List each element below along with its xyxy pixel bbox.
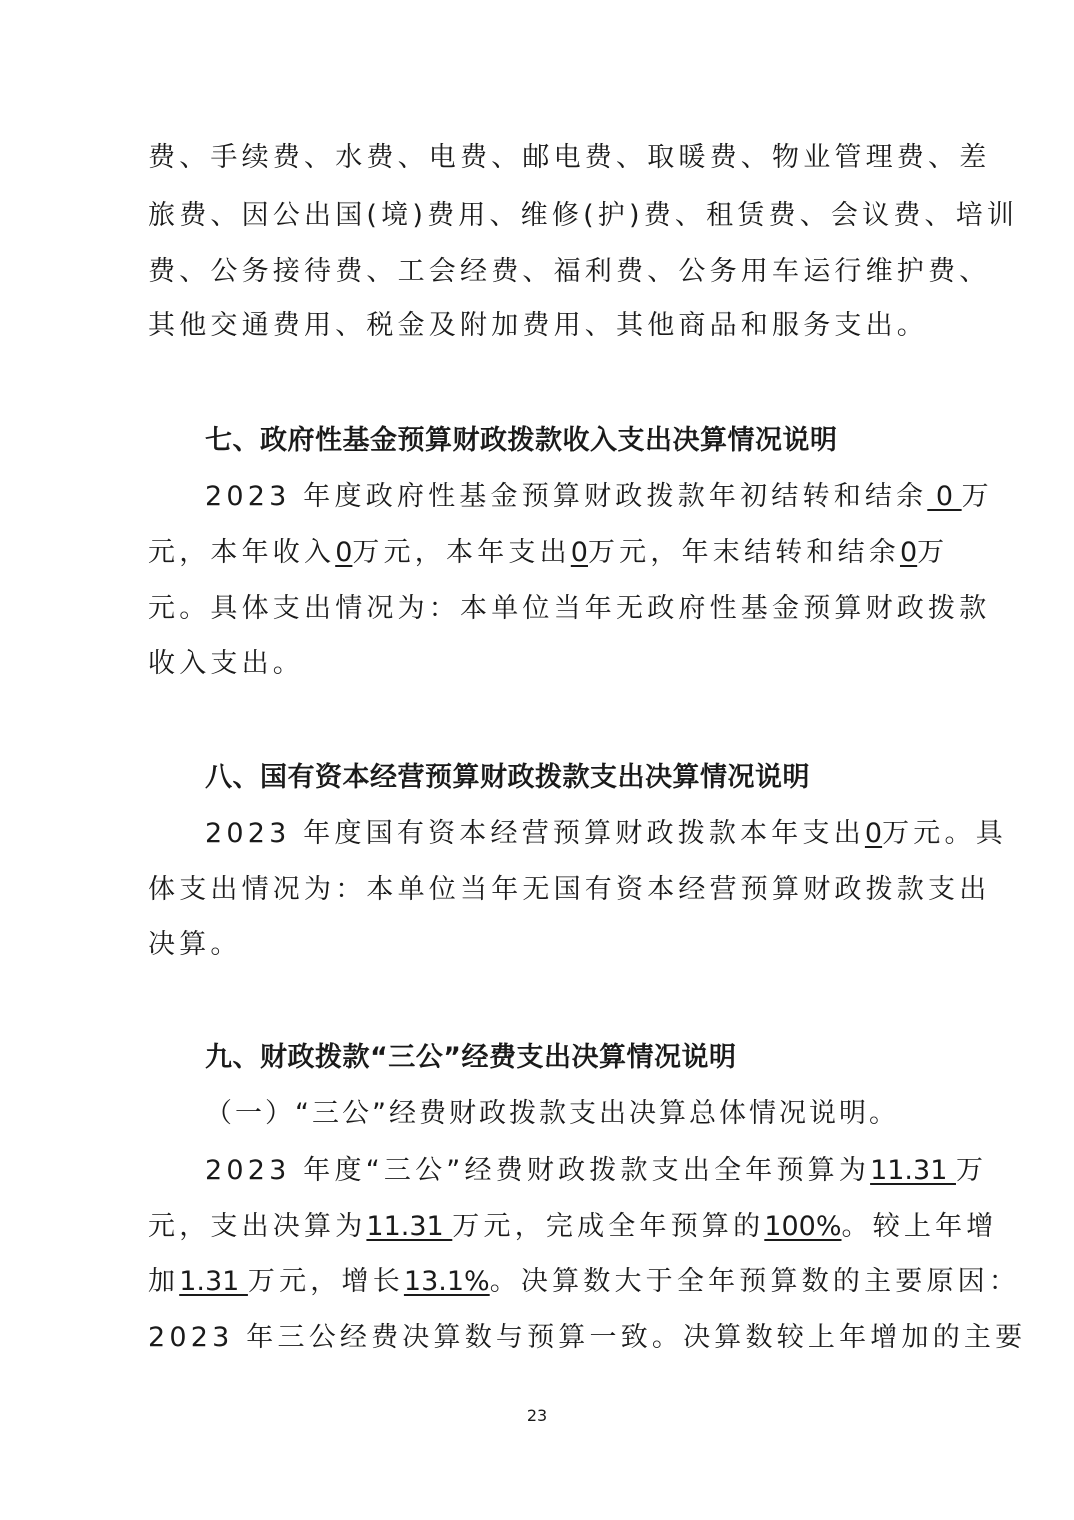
text: 元，支出决算为	[148, 1211, 367, 1242]
text: 万元。具	[882, 818, 1007, 849]
section-9-line-4: 2023 年三公经费决算数与预算一致。决算数较上年增加的主要	[148, 1322, 1027, 1353]
section-7-line-3: 元。具体支出情况为：本单位当年无政府性基金预算财政拨款	[148, 593, 991, 624]
value-final-accounts: 11.31	[366, 1211, 453, 1242]
section-9-line-3	[148, 1262, 1021, 1302]
text: 2023 年度国有资本经营预算财政拨款本年支出	[205, 818, 865, 849]
text: 万	[917, 537, 949, 568]
value-growth-rate: 13.1%	[403, 1266, 490, 1297]
text: 万	[955, 1155, 988, 1186]
section-7-line-2	[148, 533, 949, 573]
value-completion-rate: 100%	[764, 1211, 842, 1242]
text: 元，本年收入	[148, 537, 336, 568]
section-9-line-2	[148, 1207, 998, 1247]
value-increase-amount: 1.31	[179, 1266, 248, 1297]
value-balance-begin: 0	[927, 481, 962, 512]
section-8-line-3: 决算。	[148, 929, 242, 960]
intro-line-2: 旅费、因公出国(境)费用、维修(护)费、租赁费、会议费、培训	[148, 200, 1019, 231]
intro-line-3: 费、公务接待费、工会经费、福利费、公务用车运行维护费、	[148, 256, 991, 287]
text: 。决算数大于全年预算数的主要原因：	[489, 1266, 1021, 1297]
text: 万元，增长	[247, 1266, 404, 1297]
value-income: 0	[335, 537, 353, 568]
section-7-line-1	[205, 477, 993, 517]
text: 万元，年末结转和结余	[587, 537, 900, 568]
section-9-line-1	[205, 1151, 988, 1191]
value-full-year-budget: 11.31	[870, 1155, 956, 1186]
text: 2023 年度政府性基金预算财政拨款年初结转和结余	[205, 481, 928, 512]
text: 加	[148, 1266, 180, 1297]
intro-line-1: 费、手续费、水费、电费、邮电费、取暖费、物业管理费、差	[148, 142, 991, 173]
text: 万元，完成全年预算的	[452, 1211, 765, 1242]
section-7-line-4: 收入支出。	[148, 648, 304, 679]
text: 。较上年增	[841, 1211, 998, 1242]
section-7-heading: 七、政府性基金预算财政拨款收入支出决算情况说明	[205, 425, 838, 456]
text: 万	[961, 481, 993, 512]
text: 2023 年度“三公”经费财政拨款支出全年预算为	[205, 1155, 871, 1186]
section-9-subheading: （一）“三公”经费财政拨款支出决算总体情况说明。	[205, 1098, 899, 1129]
section-8-heading: 八、国有资本经营预算财政拨款支出决算情况说明	[205, 762, 810, 793]
text: 万元，本年支出	[352, 537, 571, 568]
intro-line-4: 其他交通费用、税金及附加费用、其他商品和服务支出。	[148, 310, 928, 341]
page-number: 23	[526, 1406, 548, 1425]
value-balance-end: 0	[899, 537, 918, 568]
value-expense: 0	[864, 818, 883, 849]
section-8-line-1	[205, 814, 1007, 854]
section-9-heading: 九、财政拨款“三公”经费支出决算情况说明	[205, 1042, 737, 1073]
value-expense: 0	[570, 537, 588, 568]
section-8-line-2: 体支出情况为：本单位当年无国有资本经营预算财政拨款支出	[148, 874, 991, 905]
